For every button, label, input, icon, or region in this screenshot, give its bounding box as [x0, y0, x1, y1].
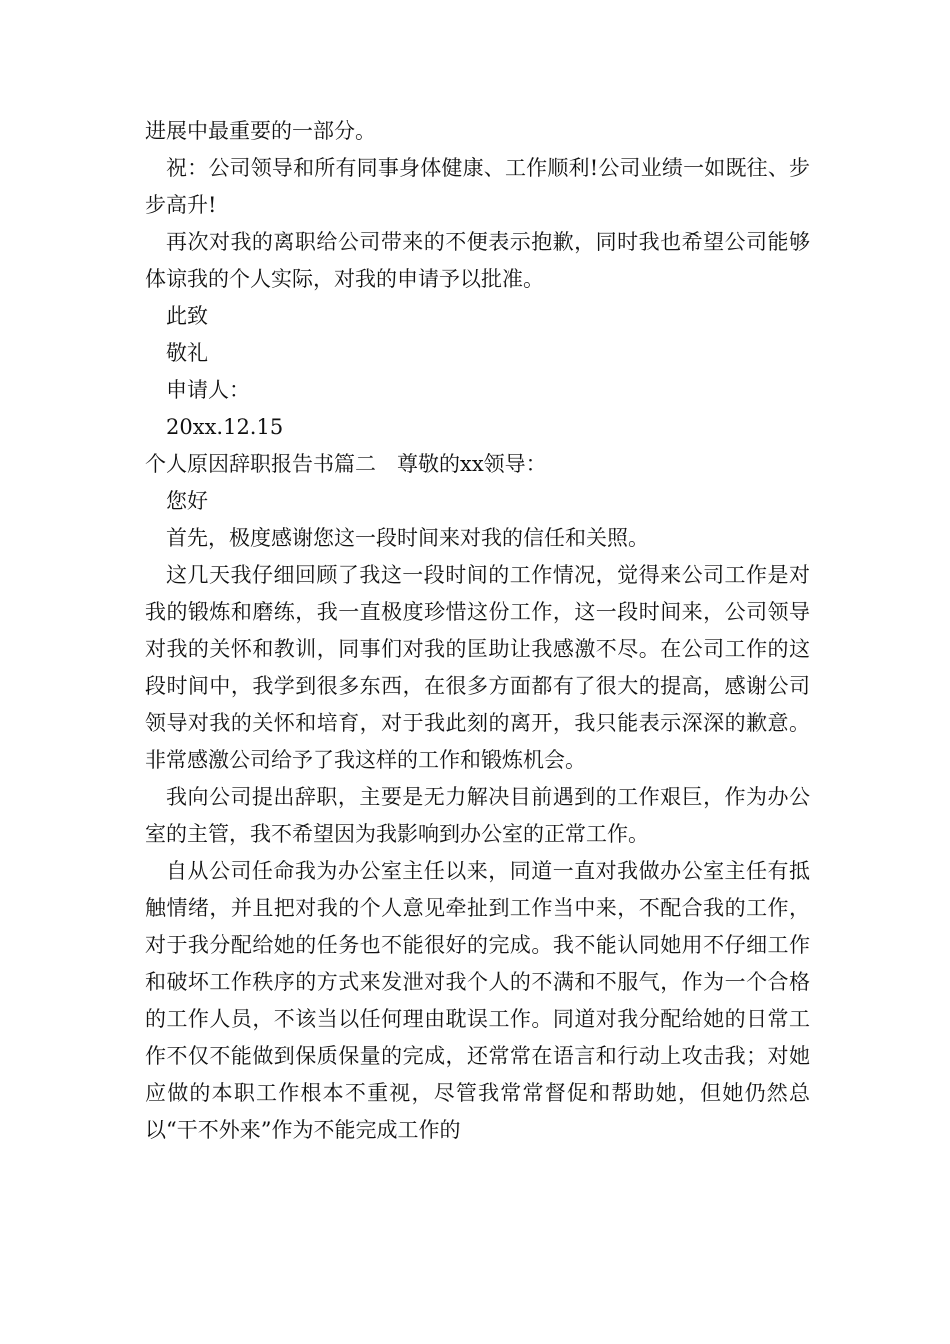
- closing-salutation: 此致: [166, 304, 208, 328]
- paragraph-reason: 我向公司提出辞职，主要是无力解决目前遇到的工作艰巨，作为办公室的主管，我不希望因为我影响到办公室的正常工作。: [145, 785, 810, 846]
- paragraph-reflection: 这几天我仔细回顾了我这一段时间的工作情况，觉得来公司工作是对我的锻炼和磨练，我一直极度珍惜这份工作，这一段时间来，公司领导对我的关怀和教训，同事们对我的匡助让我感激不尽。在公司工作的这段时间中，我学到很多东西，在很多方面都有了很大的提高，感谢公司领导对我的关怀和培育，对于我此刻的离开，我只能表示深深的歉意。非常感激公司给予了我这样的工作和锻炼机会。: [145, 563, 810, 772]
- applicant-label: 申请人：: [166, 378, 250, 402]
- paragraph-details: 自从公司任命我为办公室主任以来，同道一直对我做办公室主任有抵触情绪，并且把对我的个人意见牵扯到工作当中来，不配合我的工作，对于我分配给她的任务也不能很好的完成。我不能认同她用不仔细工作和破坏工作秩序的方式来发泄对我个人的不满和不服气，作为一个合格的工作人员，不该当以任何理由耽误工作。同道对我分配给她的日常工作不仅不能做到保质保量的完成，还常常在语言和行动上攻击我；对她应做的本职工作根本不重视，尽管我常常督促和帮助她，但她仍然总以“干不外来”作为不能完成工作的: [145, 859, 810, 1142]
- section-heading: 个人原因辞职报告书篇二 尊敬的xx领导：: [145, 452, 547, 476]
- paragraph-thanks: 首先，极度感谢您这一段时间来对我的信任和关照。: [166, 526, 649, 550]
- closing-regards: 敬礼: [166, 341, 208, 365]
- paragraph-apology: 再次对我的离职给公司带来的不便表示抱歉，同时我也希望公司能够体谅我的个人实际，对我的申请予以批准。: [145, 230, 810, 291]
- paragraph-continuation: 进展中最重要的一部分。: [145, 119, 376, 143]
- document-body: [145, 113, 810, 1149]
- letter-date: 20xx.12.15: [166, 415, 284, 439]
- paragraph-wishes: 祝：公司领导和所有同事身体健康、工作顺利!公司业绩一如既往、步步高升!: [145, 156, 810, 217]
- greeting: 您好: [166, 489, 208, 513]
